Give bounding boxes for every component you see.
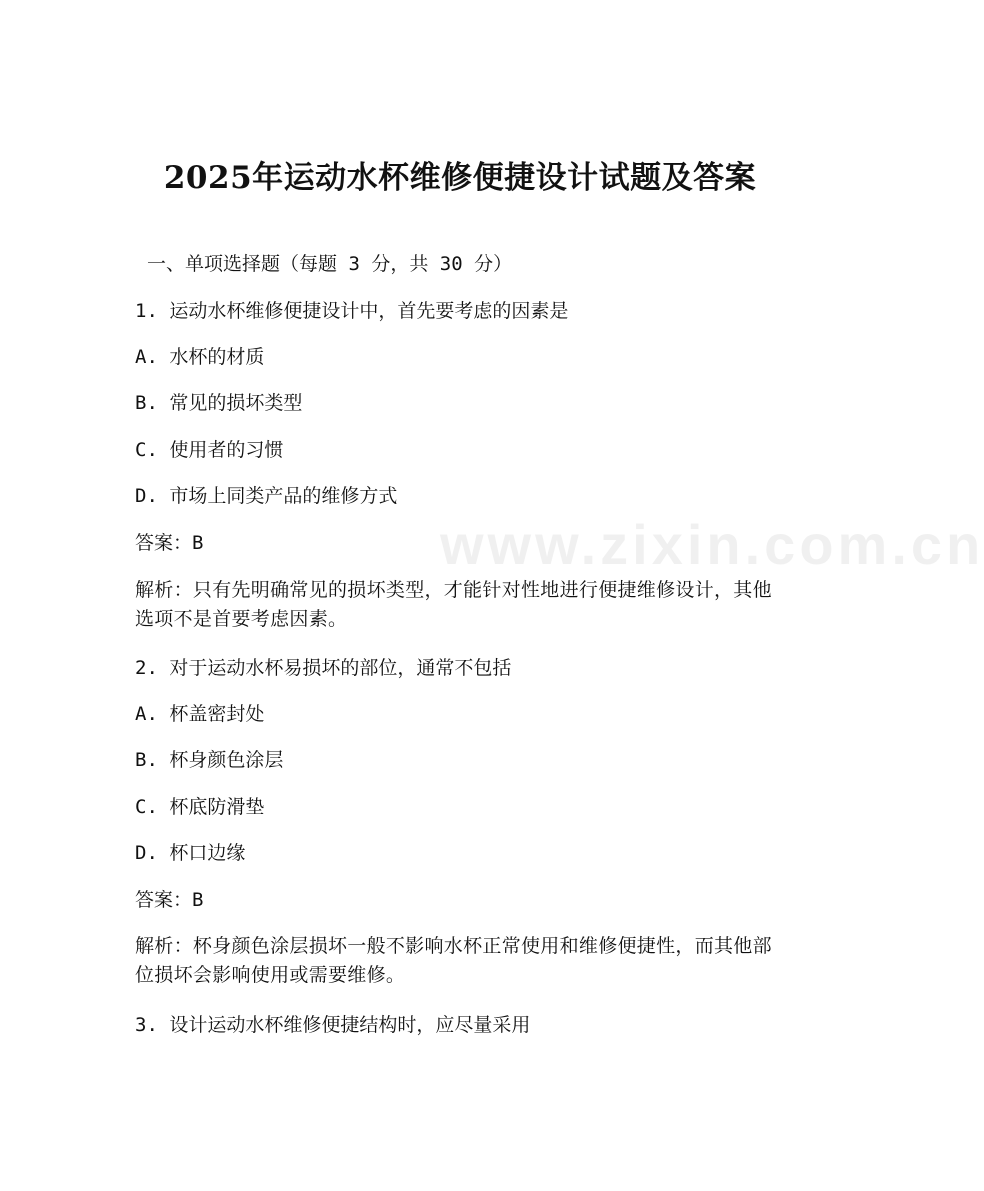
question-2-answer: 答案：B — [135, 889, 204, 911]
watermark: www.zixin.com.cn — [440, 513, 984, 576]
question-2-option-d: D. 杯口边缘 — [135, 842, 246, 864]
question-1-option-b: B. 常见的损坏类型 — [135, 392, 303, 414]
question-2-option-c: C. 杯底防滑垫 — [135, 796, 265, 818]
question-1-option-c: C. 使用者的习惯 — [135, 439, 284, 461]
question-1-option-a: A. 水杯的材质 — [135, 346, 265, 368]
document-title: 2025年运动水杯维修便捷设计试题及答案 — [163, 160, 757, 196]
section-heading: 一、单项选择题（每题 3 分，共 30 分） — [147, 253, 513, 275]
question-2-stem: 2. 对于运动水杯易损坏的部位，通常不包括 — [135, 657, 512, 679]
question-2-option-b: B. 杯身颜色涂层 — [135, 749, 284, 771]
question-1-option-d: D. 市场上同类产品的维修方式 — [135, 485, 398, 507]
question-1-stem: 1. 运动水杯维修便捷设计中，首先要考虑的因素是 — [135, 300, 569, 322]
question-2-analysis: 解析：杯身颜色涂层损坏一般不影响水杯正常使用和维修便捷性，而其他部位损坏会影响使用或需要维修。 — [135, 935, 772, 986]
question-1-analysis: 解析：只有先明确常见的损坏类型，才能针对性地进行便捷维修设计，其他选项不是首要考虑因素。 — [135, 579, 772, 630]
question-3-stem: 3. 设计运动水杯维修便捷结构时，应尽量采用 — [135, 1014, 531, 1036]
question-2-option-a: A. 杯盖密封处 — [135, 703, 265, 725]
question-1-answer: 答案：B — [135, 532, 204, 554]
